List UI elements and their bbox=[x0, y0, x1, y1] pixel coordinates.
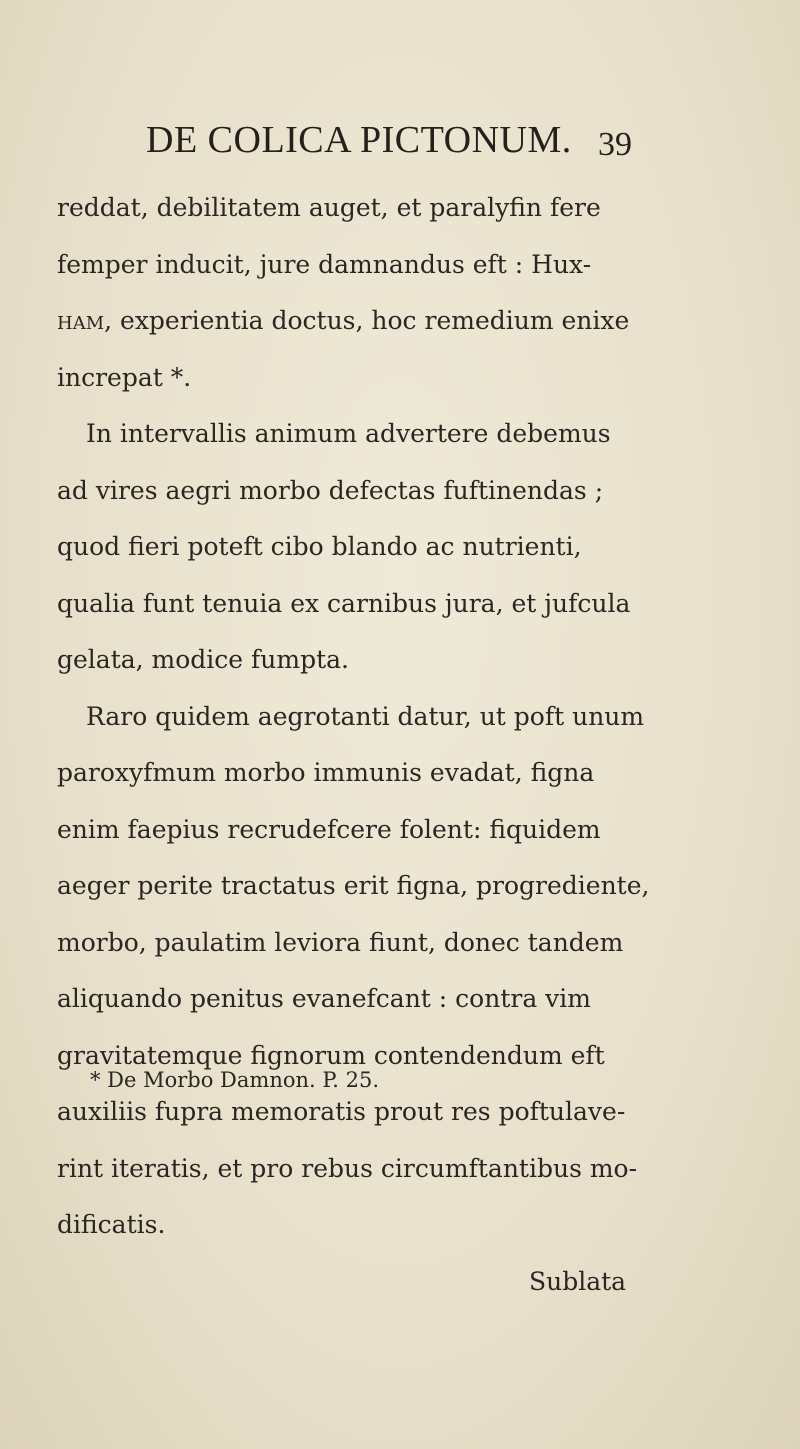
text-line: gelata, modice fumpta. bbox=[57, 645, 350, 674]
text-line: femper inducit, jure damnandus eft : Hux- bbox=[57, 249, 592, 279]
paragraph-start: In intervallis animum advertere debemus bbox=[86, 419, 611, 448]
author-name-smallcaps: ham bbox=[57, 306, 105, 335]
text-line: morbo, paulatim leviora fiunt, donec tandem bbox=[57, 927, 624, 957]
text-line: paroxyfmum morbo immunis evadat, figna bbox=[57, 758, 595, 787]
paragraph-start: Raro quidem aegrotanti datur, ut poft unum bbox=[86, 701, 645, 731]
text-line: rint iteratis, et pro rebus circumftantibus mo- bbox=[57, 1153, 638, 1183]
text-line: gravitatemque fignorum contendendum eft bbox=[57, 1040, 605, 1070]
text-line: enim faepius recrudefcere folent: fiquidem bbox=[57, 814, 601, 844]
text-line: reddat, debilitatem auget, et paralyfin fere bbox=[57, 193, 601, 222]
footnote: * De Morbo Damnon. P. 25. bbox=[90, 1068, 379, 1092]
catchword: Sublata bbox=[529, 1266, 627, 1296]
text-line: auxiliis fupra memoratis prout res poftulave- bbox=[57, 1097, 626, 1126]
text-line bbox=[57, 293, 657, 350]
page-number: 39 bbox=[598, 126, 632, 163]
text-line: dificatis. bbox=[57, 1210, 166, 1239]
text-line: increpat *. bbox=[57, 362, 192, 392]
body-text bbox=[57, 180, 657, 1310]
text-line: qualia funt tenuia ex carnibus jura, et jufcula bbox=[57, 588, 631, 618]
page-header bbox=[0, 118, 800, 168]
text-line: aeger perite tractatus erit figna, progrediente, bbox=[57, 871, 650, 900]
text-line-rest: , experientia doctus, hoc remedium enixe bbox=[104, 306, 630, 335]
running-title: DE COLICA PICTONUM. bbox=[146, 119, 572, 161]
text-line: ad vires aegri morbo defectas fuftinendas ; bbox=[57, 475, 604, 505]
text-line: aliquando penitus evanefcant : contra vim bbox=[57, 984, 591, 1013]
text-line: quod fieri poteft cibo blando ac nutrienti, bbox=[57, 532, 582, 561]
